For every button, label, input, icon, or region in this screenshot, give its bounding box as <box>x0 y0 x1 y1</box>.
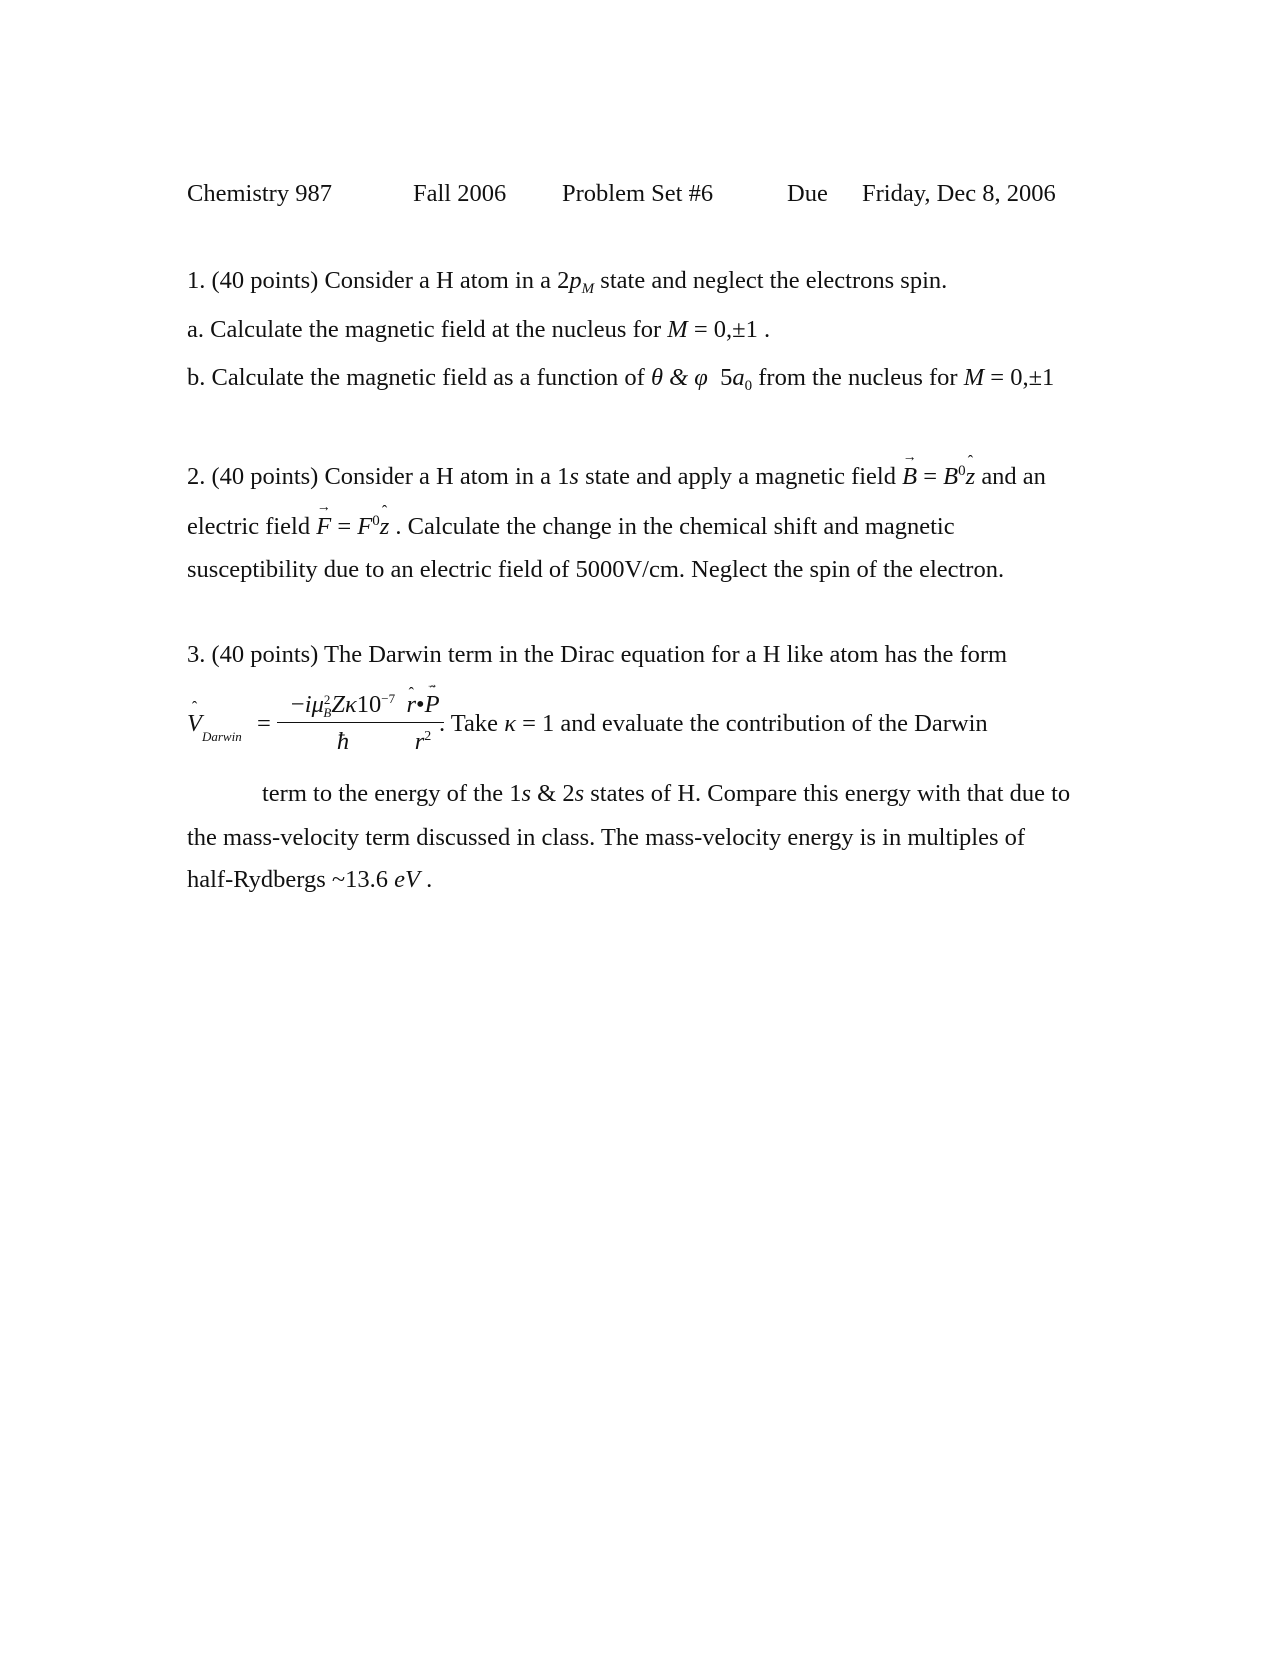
problem2-line1: 2. (40 points) Consider a H atom in a 1s state and apply a magnetic field → $B = B^0ˆ$ z and an <box>187 465 1046 490</box>
problem3-line4: the mass-velocity term discussed in class. The mass-velocity energy is in multiples of <box>187 824 1026 851</box>
fraction-bar <box>402 722 444 723</box>
darwin-operator: ˆ $V_{Darwin}$ <box>187 710 242 738</box>
fraction-constant <box>277 690 409 757</box>
course-name: Chemistry 987 <box>187 180 332 207</box>
vector-B: → B <box>902 465 917 490</box>
unit-vector-z: ˆ z <box>966 465 976 490</box>
vector-F: → F <box>316 515 331 540</box>
due-label: Due <box>787 180 828 207</box>
problem2-line3: susceptibility due to an electric field of 5000V/cm. Neglect the spin of the electron. <box>187 556 1005 583</box>
fraction-operator-denominator: $r^2$ <box>414 728 432 755</box>
darwin-instruction: . Take κ = 1 and evaluate the contribution of the Darwin <box>439 710 988 737</box>
problem1-part-b: b. Calculate the magnetic field as a function of θ & φ $5a_0$ from the nucleus for M = 0,±1 <box>187 364 1055 394</box>
fraction-bar <box>277 722 409 723</box>
term: Fall 2006 <box>413 180 507 207</box>
fraction-constant-numerator: $-i\mu^2_BZ\kappa 10^{-7}$ <box>290 691 396 720</box>
problem3-line3: term to the energy of the 1s & 2s states of H. Compare this energy with that due to <box>262 780 1071 807</box>
fraction-operator <box>402 690 444 757</box>
equals-sign: = <box>257 710 271 737</box>
problem1-intro: 1. (40 points) Consider a H atom in a $2p_M$ state and neglect the electrons spin. <box>187 267 948 297</box>
problem3-line1: 3. (40 points) The Darwin term in the Dirac equation for a H like atom has the form <box>187 641 1008 668</box>
problem3-line5: half-Rydbergs ~13.6 eV . <box>187 866 433 893</box>
unit-vector-z: ˆ z <box>380 515 390 540</box>
problem1-part-a: a. Calculate the magnetic field at the nucleus for M = 0,±1 . <box>187 316 771 343</box>
fraction-operator-numerator: ˆ r•ˆ P → <box>402 690 444 720</box>
problem2-line2: electric field → $F = F^0ˆ$ z . Calculate the change in the chemical shift and magnetic <box>187 515 955 540</box>
problem-set-title: Problem Set #6 <box>562 180 714 207</box>
due-date: Friday, Dec 8, 2006 <box>862 180 1056 207</box>
fraction-constant-denominator: ħ <box>336 728 350 755</box>
header-line <box>0 182 1280 212</box>
